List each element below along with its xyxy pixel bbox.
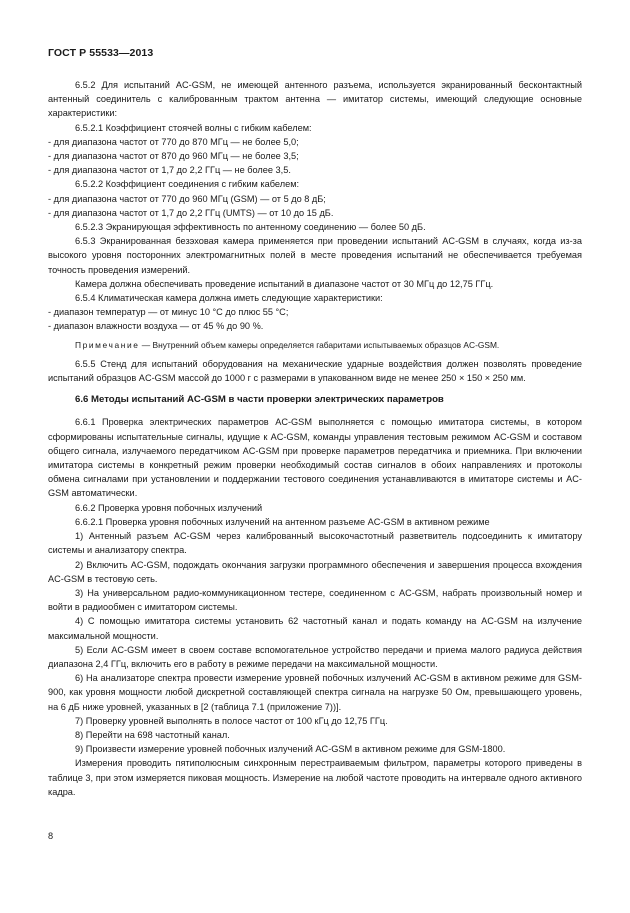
paragraph-6-5-2: 6.5.2 Для испытаний AC-GSM, не имеющей антенного разъема, используется экранированный бесконтактный антенный соединитель с калиброванным трактом антенна — имитатор системы, имеющий следующие основные характеристики: (48, 80, 582, 119)
list-item: - для диапазона частот от 770 до 960 МГц (GSM) — от 5 до 8 дБ; (48, 193, 326, 204)
document-body (48, 78, 582, 799)
paragraph-measurement: Измерения проводить пятиполюсным синхронным перестраиваемым фильтром, параметры которого приведены в таблице 3, при этом измеряется пиковая мощность. Измерение на любой частоте проводить на интервале одного активного кадра. (48, 758, 582, 797)
page-header: ГОСТ Р 55533—2013 (48, 47, 154, 59)
step-8: 8) Перейти на 698 частотный канал. (75, 729, 230, 740)
paragraph-6-5-4: 6.5.4 Климатическая камера должна иметь следующие характеристики: (75, 293, 383, 304)
paragraph-6-5-2-1: 6.5.2.1 Коэффициент стоячей волны с гибким кабелем: (75, 122, 312, 133)
step-7: 7) Проверку уровней выполнять в полосе частот от 100 кГц до 12,75 ГГц. (75, 715, 388, 726)
step-1: 1) Антенный разъем AC-GSM через калиброванный высокочастотный разветвитель подсоединить к имитатору системы и анализатору спектра. (48, 531, 582, 556)
step-2: 2) Включить AC-GSM, подождать окончания загрузки программного обеспечения и завершения процесса вхождения AC-GSM в тестовую сеть. (48, 559, 582, 584)
paragraph-6-6-2: 6.6.2 Проверка уровня побочных излучений (75, 502, 263, 513)
paragraph-6-6-2-1: 6.6.2.1 Проверка уровня побочных излучений на антенном разъеме AC-GSM в активном режиме (75, 516, 490, 527)
paragraph-6-5-2-3: 6.5.2.3 Экранирующая эффективность по антенному соединению — более 50 дБ. (75, 222, 426, 233)
paragraph-6-5-2-2: 6.5.2.2 Коэффициент соединения с гибким кабелем: (75, 179, 300, 190)
step-5: 5) Если AC-GSM имеет в своем составе вспомогательное устройство передачи и приема малого радиуса действия диапазона 2,4 ГГц, включить его в работу в режиме передачи на максимальной мощности. (48, 644, 582, 669)
list-item: - для диапазона частот от 870 до 960 МГц — не более 3,5; (48, 151, 299, 162)
section-heading-6-6: 6.6 Методы испытаний AC-GSM в части проверки электрических параметров (75, 394, 444, 406)
step-4: 4) С помощью имитатора системы установить 62 частотный канал и подать команду на AC-GSM на излучение максимальной мощности. (48, 616, 582, 641)
list-item: - для диапазона частот от 1,7 до 2,2 ГГц — не более 3,5. (48, 165, 291, 176)
list-item: - диапазон влажности воздуха — от 45 % до 90 %. (48, 321, 264, 332)
note-label: Примечание (75, 339, 140, 350)
step-9: 9) Произвести измерение уровней побочных излучений AC-GSM в активном режиме для GSM-1800. (75, 744, 506, 755)
note (48, 338, 582, 352)
paragraph-6-5-3-chamber: Камера должна обеспечивать проведение испытаний в диапазоне частот от 30 МГц до 12,75 ГГц. (75, 278, 494, 289)
list-item: - для диапазона частот от 1,7 до 2,2 ГГц (UMTS) — от 10 до 15 дБ. (48, 207, 334, 218)
paragraph-6-5-3: 6.5.3 Экранированная безэховая камера применяется при проведении испытаний AC-GSM в случаях, когда из-за высокого уровня посторонних электромагнитных полей в месте проведения испытаний не обеспечивается требуемая точность проведения измерений. (48, 236, 582, 275)
step-3: 3) На универсальном радио-коммуникационном тестере, соединенном с AC-GSM, набрать произвольный номер и войти в радиообмен с имитатором системы. (48, 587, 582, 613)
note-text: — Внутренний объем камеры определяется габаритами испытываемых образцов AC-GSM. (139, 339, 500, 350)
step-6: 6) На анализаторе спектра провести измерение уровней побочных излучений AC-GSM в активном режиме для GSM-900, как уровня мощности любой дискретной составляющей спектра сигнала на нагрузке 50 Ом, превышающего уровень, на 6 дБ ниже уровней, указанных в [2 (таблица 7.1 (приложение 7))]. (48, 673, 582, 712)
paragraph-6-5-5: 6.5.5 Стенд для испытаний оборудования на механические ударные воздействия должен позволять проведение испытаний образцов AC-GSM массой до 1000 г с размерами в упакованном виде не менее 250 × 150 × 250 мм. (48, 358, 582, 384)
list-item: - для диапазона частот от 770 до 870 МГц — не более 5,0; (48, 136, 299, 147)
page-number: 8 (48, 831, 54, 841)
list-item: - диапазон температур — от минус 10 °C до плюс 55 °C; (48, 307, 289, 318)
paragraph-6-6-1: 6.6.1 Проверка электрических параметров AC-GSM выполняется с помощью имитатора системы, в котором сформированы испытательные сигналы, идущие к AC-GSM, команды управления тестовым режимом AC-GSM и составом общего сигнала, излучаемого передатчиком AC-GSM при проверке параметров передатчика и приемника. При включении имитатора системы в конкретный режим проверки необходимый состав сигналов в обоих направлениях и протоколы обмена сигналами при установлении и поддержании тестового соединения устанавливаются в имитаторе системы и AC-GSM автоматически. (48, 417, 582, 499)
